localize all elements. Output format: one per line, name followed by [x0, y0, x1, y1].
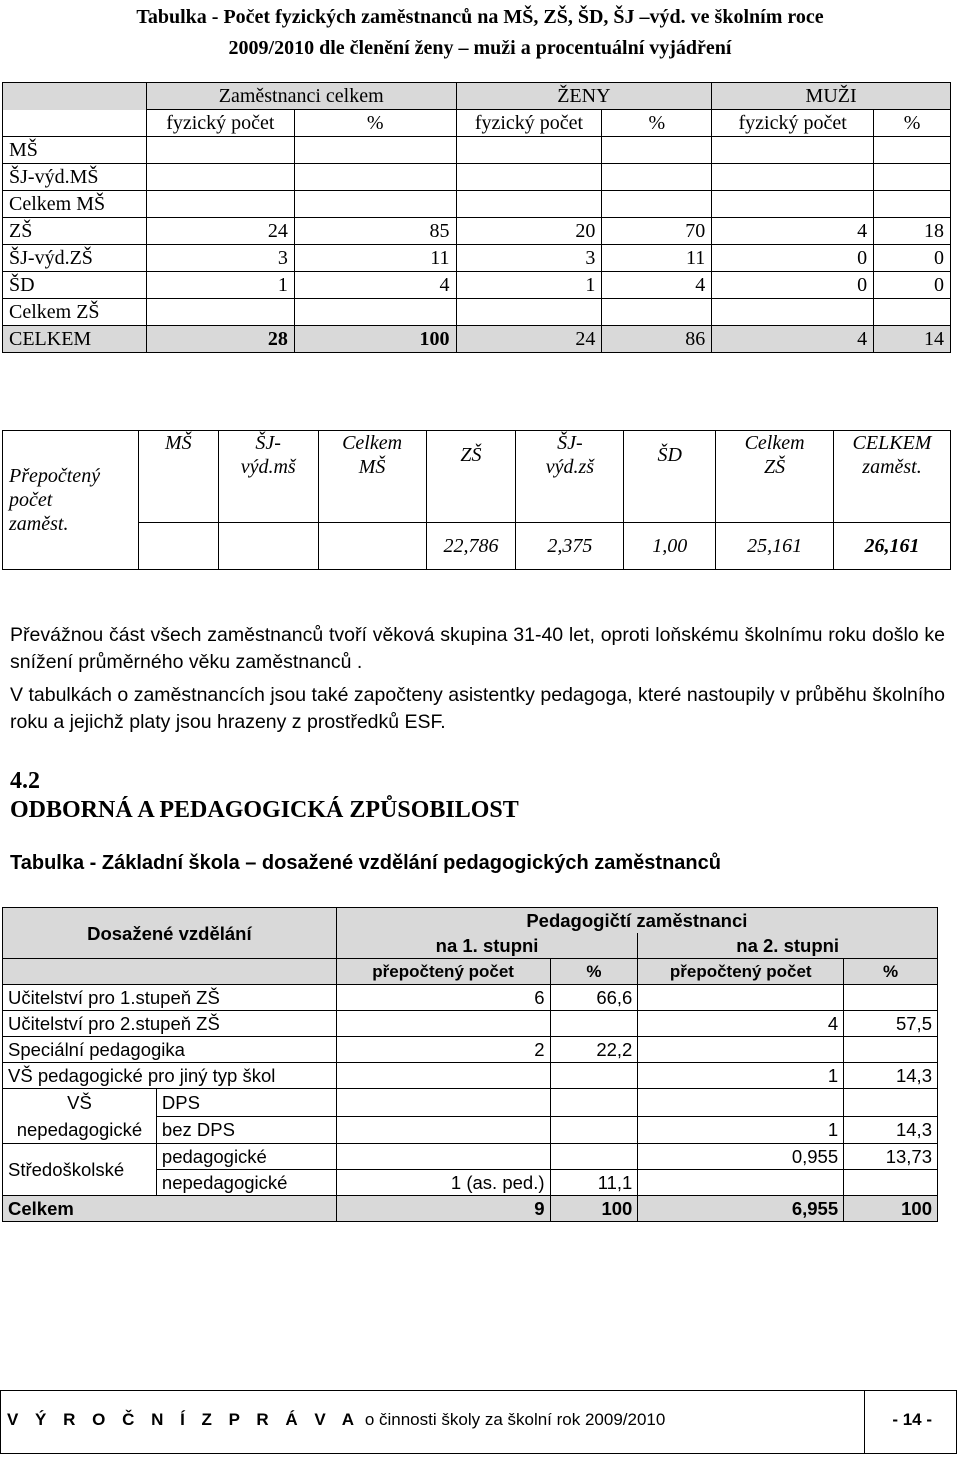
table1-row-label: CELKEM — [3, 326, 147, 353]
table1-cell: 3 — [146, 245, 294, 272]
table1-cell — [874, 164, 951, 191]
table1-cell — [294, 299, 456, 326]
table2-header: MŠ — [138, 431, 218, 523]
page-footer — [0, 1390, 957, 1454]
table1-cell — [146, 137, 294, 164]
table1-cell — [874, 299, 951, 326]
table1-sub-header: % — [874, 110, 951, 137]
table-row — [3, 218, 951, 245]
table1-cell — [456, 164, 602, 191]
table3 — [2, 907, 938, 1222]
table1-cell — [294, 191, 456, 218]
table3-cell: 66,6 — [550, 985, 638, 1011]
table3-cell — [550, 1063, 638, 1089]
table3-vs-section — [3, 1089, 938, 1222]
table1-cell — [874, 191, 951, 218]
page-number: - 14 - — [892, 1410, 932, 1429]
table3-title: Tabulka - Základní škola – dosažené vzdělání pedagogických zaměstnanců — [10, 852, 721, 874]
table-row: bez DPS 1 14,3 — [3, 1116, 938, 1144]
table1-cell — [602, 164, 712, 191]
table3-cell: 6 — [336, 985, 550, 1011]
table1-cell: 11 — [602, 245, 712, 272]
table1-group-header-row — [3, 83, 951, 110]
table1-group-header: Zaměstnanci celkem — [146, 83, 456, 110]
table1-row-label: MŠ — [3, 137, 147, 164]
table1-cell — [602, 191, 712, 218]
table3-row-label: Učitelství pro 1.stupeň ZŠ — [3, 985, 337, 1011]
table2-value: 22,786 — [426, 523, 516, 570]
table1-row-label: Celkem ZŠ — [3, 299, 147, 326]
footer-text — [7, 1410, 665, 1430]
table1-cell: 100 — [294, 326, 456, 353]
table1-cell: 4 — [602, 272, 712, 299]
table1-cell: 18 — [874, 218, 951, 245]
table-row — [3, 985, 938, 1011]
table3-total-row: Celkem 9 100 6,955 100 — [3, 1196, 938, 1222]
table3-sub-header: % — [550, 959, 638, 985]
table2-header: ŠJ- výd.zš — [516, 431, 624, 523]
table3-cell: 57,5 — [844, 1011, 938, 1037]
section-title: ODBORNÁ A PEDAGOGICKÁ ZPŮSOBILOST — [10, 797, 519, 823]
table3-cell: 22,2 — [550, 1037, 638, 1063]
table1-title-line1: Tabulka - Počet fyzických zaměstnanců na MŠ, ZŠ, ŠD, ŠJ –výd. ve školním roce — [136, 6, 824, 28]
table-row — [3, 191, 951, 218]
table2-value — [138, 523, 218, 570]
table-row — [3, 326, 951, 353]
table1-sub-header: fyzický počet — [712, 110, 874, 137]
table2-header: ZŠ — [426, 431, 516, 523]
table2-header: Celkem ZŠ — [716, 431, 834, 523]
footer-subtitle: o činnosti školy za školní rok 2009/2010 — [360, 1410, 666, 1429]
table3-header-row3 — [3, 959, 938, 985]
table3-group: Pedagogičtí zaměstnanci — [336, 908, 937, 934]
table-row — [3, 1089, 938, 1117]
table1-group-header: MUŽI — [712, 83, 951, 110]
table1-cell: 24 — [146, 218, 294, 245]
table1-cell — [456, 137, 602, 164]
table3-row-label: bez DPS — [156, 1116, 336, 1144]
table3-cell — [638, 985, 844, 1011]
table1-cell — [874, 137, 951, 164]
table1 — [2, 82, 951, 353]
table1-cell: 4 — [712, 326, 874, 353]
table3-cell — [844, 1037, 938, 1063]
table1-cell: 0 — [712, 272, 874, 299]
table-row: nepedagogické 1 (as. ped.) 11,1 — [3, 1170, 938, 1196]
table2-value — [318, 523, 426, 570]
table3-row-label: pedagogické — [156, 1144, 336, 1170]
table1-cell — [294, 164, 456, 191]
table1-title — [10, 2, 950, 64]
table1-row-label: Celkem MŠ — [3, 191, 147, 218]
table-row — [3, 137, 951, 164]
table2-value — [218, 523, 318, 570]
table1-row-label: ŠD — [3, 272, 147, 299]
table3-level2: na 2. stupni — [638, 933, 938, 959]
table1-group-header: ŽENY — [456, 83, 712, 110]
table1-cell: 1 — [146, 272, 294, 299]
table1-title-line2: 2009/2010 dle členění ženy – muži a procentuální vyjádření — [228, 37, 732, 59]
table1-cell: 86 — [602, 326, 712, 353]
table1-body — [3, 137, 951, 353]
table-row — [3, 272, 951, 299]
footer-report-title: V Ý R O Č N Í Z P R Á V A — [7, 1410, 361, 1429]
table3-vs-label: VŠ nepedagogické — [3, 1089, 157, 1144]
table1-cell — [294, 137, 456, 164]
table3-row-label: Učitelství pro 2.stupeň ZŠ — [3, 1011, 337, 1037]
table1-cell: 85 — [294, 218, 456, 245]
table-row — [3, 164, 951, 191]
table2-header-row — [3, 431, 951, 523]
table1-cell: 3 — [456, 245, 602, 272]
table3-cell — [336, 1011, 550, 1037]
section-number: 4.2 — [10, 768, 40, 794]
table3-header-row1 — [3, 908, 938, 934]
table-row — [3, 1011, 938, 1037]
table3-ss-label: Středoškolské — [3, 1144, 157, 1196]
table2-value: 1,00 — [624, 523, 716, 570]
table3-level1: na 1. stupni — [336, 933, 638, 959]
table-row: Středoškolské pedagogické 0,955 13,73 — [3, 1144, 938, 1170]
table1-cell: 14 — [874, 326, 951, 353]
table1-cell — [602, 299, 712, 326]
table1-cell: 4 — [294, 272, 456, 299]
table2 — [2, 430, 951, 570]
table2-value: 26,161 — [834, 523, 951, 570]
table3-total-label: Celkem — [3, 1196, 337, 1222]
table2-value: 25,161 — [716, 523, 834, 570]
table1-cell: 11 — [294, 245, 456, 272]
table1-sub-header: % — [294, 110, 456, 137]
table1-sub-header: fyzický počet — [146, 110, 294, 137]
table3-cell — [336, 1063, 550, 1089]
table1-cell — [146, 164, 294, 191]
table2-value: 2,375 — [516, 523, 624, 570]
table1-row-label: ZŠ — [3, 218, 147, 245]
table3-cell — [844, 985, 938, 1011]
footer-divider — [864, 1391, 865, 1453]
table1-cell: 0 — [712, 245, 874, 272]
table1-cell — [146, 299, 294, 326]
table1-sub-header: % — [602, 110, 712, 137]
table1-sub-header-row — [3, 110, 951, 137]
table2-header: ŠD — [624, 431, 716, 523]
table1-cell — [712, 191, 874, 218]
table1-cell: 1 — [456, 272, 602, 299]
table3-cell: 1 — [638, 1063, 844, 1089]
table-row — [3, 299, 951, 326]
table1-cell: 70 — [602, 218, 712, 245]
table1-cell: 0 — [874, 272, 951, 299]
table3-corner: Dosažené vzdělání — [3, 908, 337, 959]
table1-row-label: ŠJ-výd.MŠ — [3, 164, 147, 191]
table3-cell: 4 — [638, 1011, 844, 1037]
table-row — [3, 1037, 938, 1063]
table3-cell — [550, 1011, 638, 1037]
table-row — [3, 1063, 938, 1089]
table2-header: ŠJ- výd.mš — [218, 431, 318, 523]
table2-header: CELKEM zaměst. — [834, 431, 951, 523]
table3-body — [3, 985, 938, 1089]
table1-cell — [712, 164, 874, 191]
table2-value-row — [3, 523, 951, 570]
table1-sub-header: fyzický počet — [456, 110, 602, 137]
table1-cell: 0 — [874, 245, 951, 272]
table1-cell — [712, 137, 874, 164]
table1-cell — [602, 137, 712, 164]
table1-cell — [456, 191, 602, 218]
table3-row-label: nepedagogické — [156, 1170, 336, 1196]
table1-cell: 28 — [146, 326, 294, 353]
table2-row-label: Přepočtený počet zaměst. — [3, 431, 139, 570]
paragraph-age: Převážnou část všech zaměstnanců tvoří věková skupina 31-40 let, oproti loňskému školnímu roku došlo ke snížení průměrného věku zaměstnanců . — [10, 624, 945, 673]
table1-cell: 20 — [456, 218, 602, 245]
table2-header: Celkem MŠ — [318, 431, 426, 523]
table3-cell: 14,3 — [844, 1063, 938, 1089]
table1-cell: 4 — [712, 218, 874, 245]
table-row — [3, 245, 951, 272]
table1-cell — [456, 299, 602, 326]
table3-row-label: Speciální pedagogika — [3, 1037, 337, 1063]
table3-sub-header: % — [844, 959, 938, 985]
table3-row-label: DPS — [156, 1089, 336, 1117]
table3-cell: 2 — [336, 1037, 550, 1063]
table3-row-label: VŠ pedagogické pro jiný typ škol — [3, 1063, 337, 1089]
table1-cell — [146, 191, 294, 218]
table3-sub-header: přepočtený počet — [638, 959, 844, 985]
table1-cell — [712, 299, 874, 326]
table3-cell — [638, 1037, 844, 1063]
paragraph-assistants: V tabulkách o zaměstnancích jsou také započteny asistentky pedagoga, které nastoupily v průběhu školního roku a jejichž platy jsou hrazeny z prostředků ESF. — [10, 684, 945, 733]
table3-sub-header: přepočtený počet — [336, 959, 550, 985]
table1-row-label: ŠJ-výd.ZŠ — [3, 245, 147, 272]
table1-cell: 24 — [456, 326, 602, 353]
